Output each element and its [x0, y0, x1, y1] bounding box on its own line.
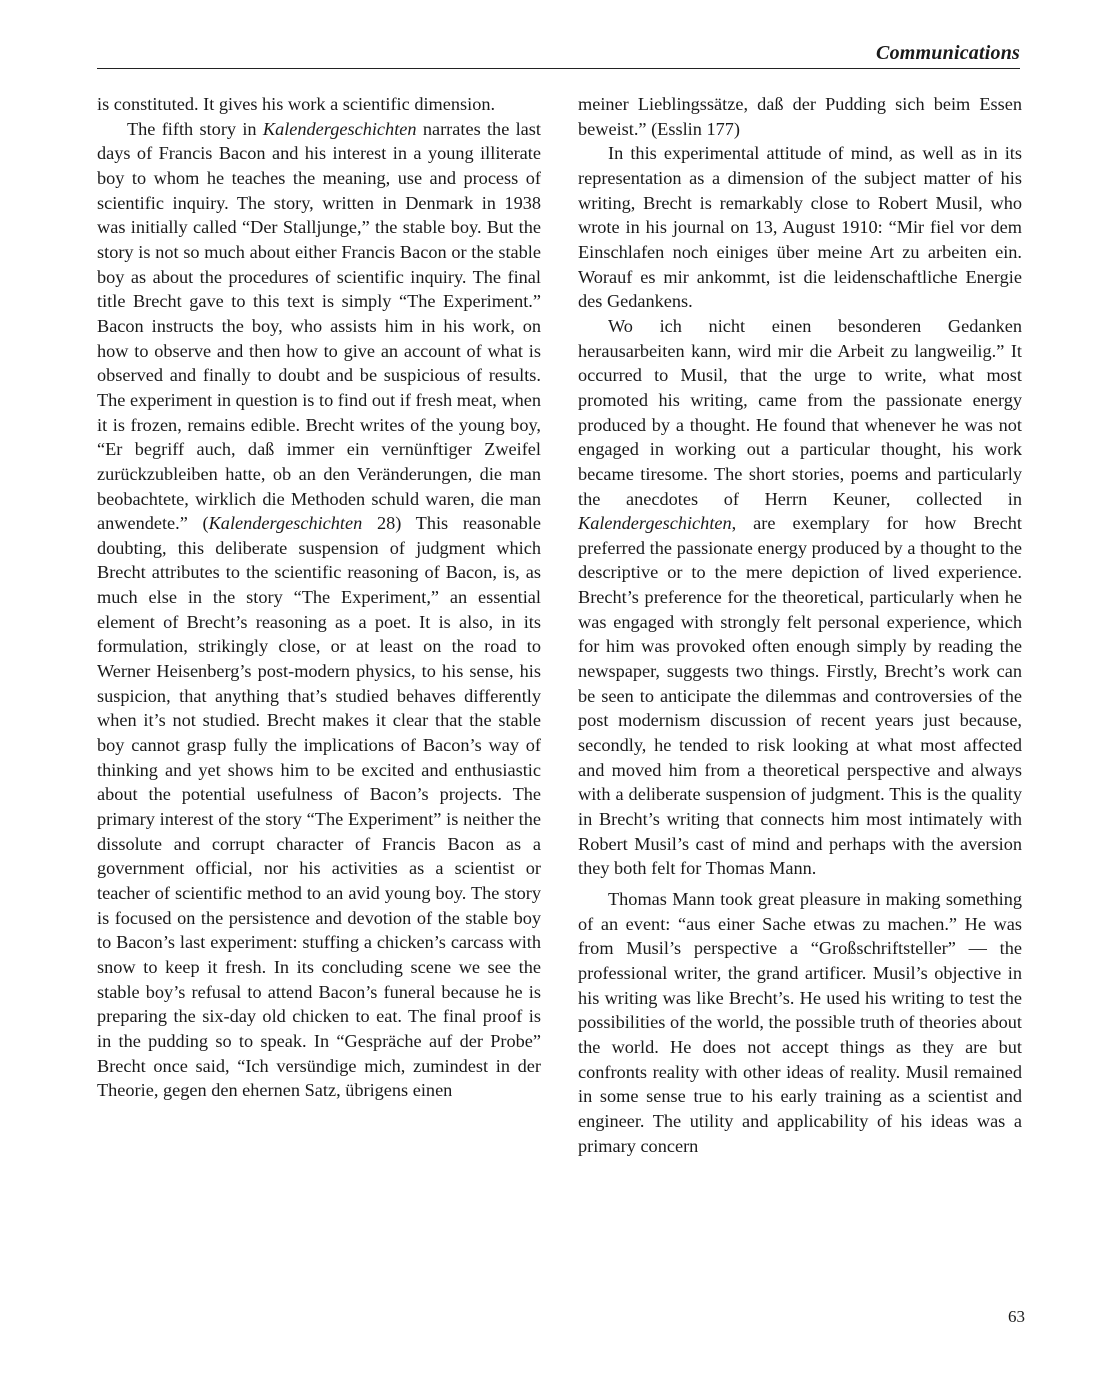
page-header	[97, 40, 1020, 69]
text-run: 28) This reasonable doubting, this deliberate suspension of judgment which Brecht attributes to the scientific reasoning of Bacon, is, as much else in the story “The Experiment,” an essential element of Brecht’s reasoning as a poet. It is also, in its formulation, strikingly close, or at least on the road to Werner Heisenberg’s post-modern physics, to his sense, his suspicion, that anything that’s studied behaves differently when it’s not studied. Brecht makes it clear that the stable boy cannot grasp fully the implications of Bacon’s way of thinking and yet shows him to be excited and enthusiastic about the potential usefulness of Bacon’s projects. The primary interest of the story “The Experiment” is neither the dissolute and corrupt character of Francis Bacon as a government official, nor his activities as a scientist or teacher of scientific method to an avid young boy. The story is focused on the persistence and devotion of the stable boy to Bacon’s last experiment: stuffing a chicken’s carcass with snow to keep it fresh. In its concluding scene we see the stable boy’s refusal to attend Bacon’s funeral because he is preparing the six-day old chicken to eat. The final proof is in the pudding so to speak. In “Gespräche auf der Probe” Brecht once said, “Ich versündige mich, zumindest in der Theorie, gegen den ehernen Satz, übrigens einen	[97, 513, 541, 1101]
paragraph	[578, 314, 1022, 881]
page-number: 63	[1008, 1307, 1025, 1326]
left-column	[97, 92, 541, 1103]
running-head: Communications	[876, 42, 1020, 64]
text-run: Wo ich nicht einen besonderen Gedanken herausarbeiten kann, wird mir die Arbeit zu langweilig.” It occurred to Musil, that the urge to write, what most promoted his writing, came from the passionate energy produced by a thought. He found that whenever he was not engaged in working out a particular thought, his work became tiresome. The short stories, poems and particularly the anecdotes of Herrn Keuner, collected in	[578, 315, 1022, 509]
italic-title: Kalendergeschichten	[208, 513, 363, 534]
text-run: narrates the last days of Francis Bacon and his interest in a young illiterate boy to whom he teaches the meaning, use and process of scientific inquiry. The story, written in Denmark in 1938 was initially called “Der Stalljunge,” the stable boy. But the story is not so much about either Francis Bacon or the stable boy as about the procedures of scientific inquiry. The final title Brecht gave to this text is simply “The Experiment.” Bacon instructs the boy, who assists him in his work, on how to observe and then how to give an account of what is observed and finally to doubt and be suspicious of results. The experiment in question is to find out if fresh meat, when it is frozen, remains edible. Brecht writes of the young boy, “Er begriff auch, daß immer ein vernünftiger Zweifel zurückzubleiben hatte, ob an den Veränderungen, die man beobachtete, wirklich die Methoden schuld waren, die man anwendete.” (	[97, 118, 541, 534]
paragraph	[578, 887, 1022, 1158]
italic-title: Kalendergeschichten	[578, 513, 732, 534]
paragraph	[578, 141, 1022, 314]
right-column	[578, 92, 1022, 1158]
paragraph	[97, 92, 541, 117]
text-run: is constituted. It gives his work a scientific dimension.	[97, 94, 496, 114]
paragraph	[97, 117, 541, 1103]
text-run: meiner Lieblingssätze, daß der Pudding sich beim Essen beweist.” (Esslin 177)	[578, 94, 1022, 139]
text-run: The fifth story in	[127, 118, 263, 139]
text-run: In this experimental attitude of mind, as well as in its representation as a dimension of the subject matter of his writing, Brecht is remarkably close to Robert Musil, who wrote in his journal on 13, August 1910: “Mir fiel vor dem Einschlafen noch einiges über meine Art zu arbeiten ein. Worauf es mir ankommt, ist die leidenschaftliche Energie des Gedankens.	[578, 143, 1022, 312]
text-run: , are exemplary for how Brecht preferred the passionate energy produced by a thought to the descriptive or to the mere depiction of lived experience. Brecht’s preference for the theoretical, particularly when he was engaged with strongly felt personal experience, which for him was provoked often enough simply by reading the newspaper, suggests two things. Firstly, Brecht’s work can be seen to anticipate the dilemmas and controversies of the post modernism discussion of recent years just because, secondly, he tended to risk looking at what most affected and moved him from a theoretical perspective and always with a deliberate suspension of judgment. This is the quality in Brecht’s writing that connects him most intimately with Robert Musil’s cast of mind and perhaps with the aversion they both felt for Thomas Mann.	[578, 513, 1022, 879]
text-run: Thomas Mann took great pleasure in making something of an event: “aus einer Sache etwas zu machen.” He was from Musil’s perspective a “Großschriftsteller” — the professional writer, the grand artificer. Musil’s objective in his writing was like Brecht’s. He used his writing to test the possibilities of the world, the possible truth of theories about the world. He does not accept things as they are but confronts reality with other ideas of reality. Musil remained in some sense true to his early training as a scientist and engineer. The utility and applicability of his ideas was a primary concern	[578, 889, 1022, 1156]
italic-title: Kalendergeschichten	[262, 118, 417, 139]
paragraph	[578, 92, 1022, 141]
